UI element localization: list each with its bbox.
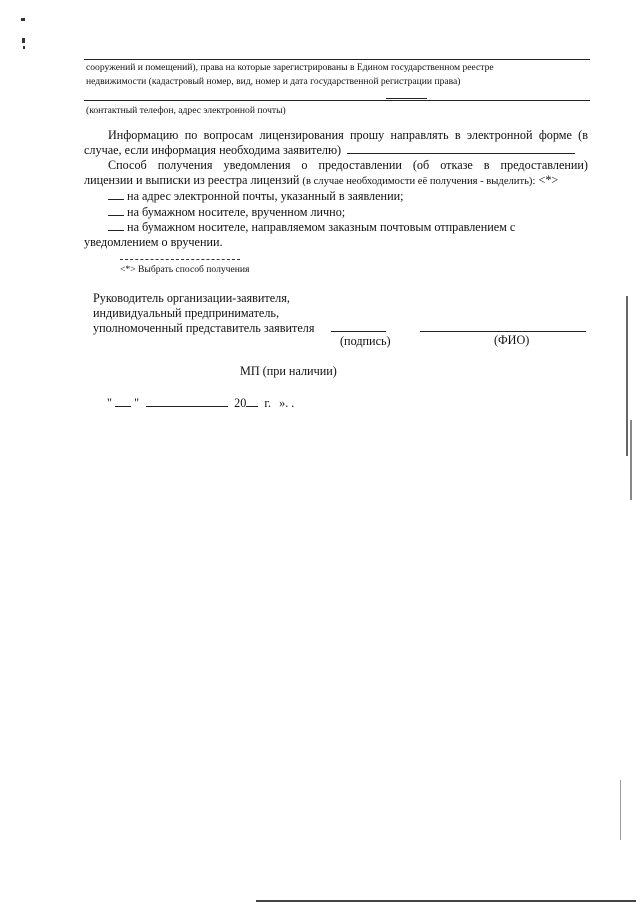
info-request-line-2 [84,143,575,158]
date-day-field[interactable] [115,396,131,407]
scan-edge-mark [630,420,632,500]
property-rights-line-1: сооружений и помещений), права на которые зарегистрированы в Едином государственном реестре [86,62,494,73]
delivery-option-mail[interactable] [108,220,515,235]
delivery-option-personal[interactable] [108,205,345,220]
delivery-line-2-note: (в случае необходимости её получения - выделить): [302,176,536,187]
date-year-field[interactable] [246,396,258,407]
date-line [107,396,294,411]
delivery-option-mail-cont: уведомлением о вручении. [84,235,223,249]
name-field[interactable] [420,331,586,332]
property-rights-line-2: недвижимости (кадастровый номер, вид, номер и дата государственной регистрации права) [86,76,461,87]
date-tail: ». [279,396,289,410]
scan-speck [22,38,25,43]
contact-rule-short [386,98,427,99]
scan-edge-mark [256,900,636,902]
date-period: . [291,396,295,410]
signature-caption: (подпись) [340,334,391,348]
option-email-label: на адрес электронной почты, указанный в заявлении; [127,189,404,203]
signature-field[interactable] [331,331,386,332]
signer-line-1: Руководитель организации-заявителя, [93,291,290,305]
delivery-line-1: Способ получения уведомления о предоставлении (об отказе в предоставлении) [108,158,588,172]
signer-line-3: уполномоченный представитель заявителя [93,321,315,335]
name-caption: (ФИО) [494,333,530,347]
delivery-line-2 [84,173,558,189]
contact-rule [84,100,590,101]
info-request-blank[interactable] [347,143,575,154]
option-mail-blank[interactable] [108,220,124,231]
info-request-text: случае, если информация необходима заявителю) [84,143,342,157]
top-rule [84,59,590,60]
contact-caption: (контактный телефон, адрес электронной почты) [86,105,286,116]
date-year-suffix: г. [264,396,272,410]
option-mail-label: на бумажном носителе, направляемом заказным почтовым отправлением с [127,220,516,234]
date-open-quote: " [107,396,112,410]
option-personal-blank[interactable] [108,205,124,216]
info-request-line-1: Информацию по вопросам лицензирования прошу направлять в электронной форме (в [108,128,588,142]
option-email-blank[interactable] [108,189,124,200]
scan-edge-mark [620,780,621,840]
date-close-quote: " [134,396,140,410]
scan-edge-mark [626,296,628,456]
signer-line-2: индивидуальный предприниматель, [93,306,280,320]
stamp-label: МП (при наличии) [240,364,337,378]
date-month-field[interactable] [146,396,228,407]
scan-speck [21,18,25,21]
delivery-option-email[interactable] [108,189,404,204]
footnote-rule [120,259,240,260]
option-personal-label: на бумажном носителе, врученном лично; [127,205,346,219]
scan-speck [23,46,25,49]
delivery-line-2-main: лицензии и выписки из реестра лицензий [84,173,300,187]
date-year-prefix: 20 [234,396,247,410]
footnote-text: <*> Выбрать способ получения [120,264,250,275]
delivery-footnote-mark: <*> [538,173,559,187]
